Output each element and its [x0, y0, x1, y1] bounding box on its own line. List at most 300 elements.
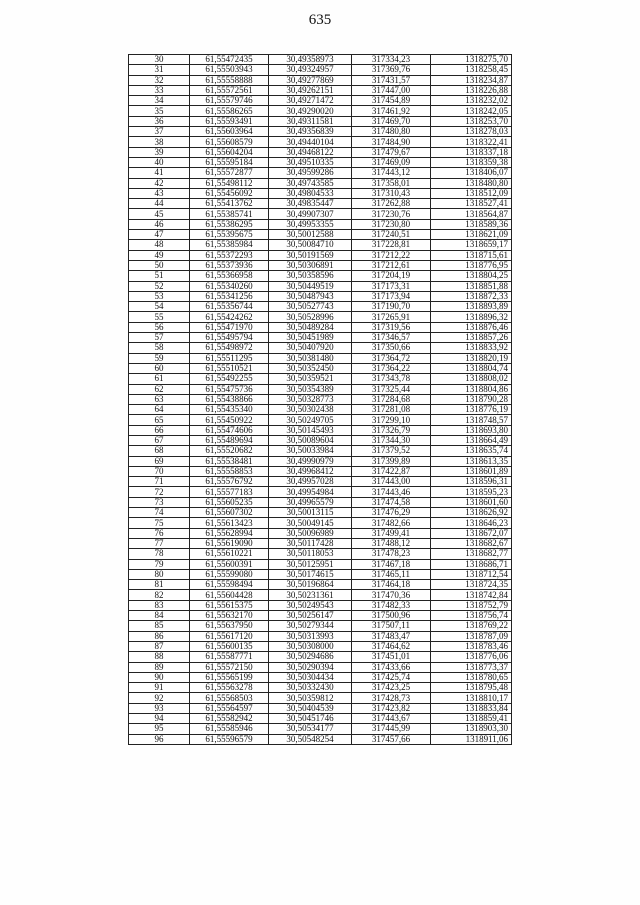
latitude-cell: 61,55605235: [190, 497, 269, 507]
point-number-cell: 86: [129, 631, 190, 641]
x-coordinate-cell: 317465,11: [352, 569, 431, 579]
x-coordinate-cell: 317173,94: [352, 291, 431, 301]
latitude-cell: 61,55413762: [190, 199, 269, 209]
point-number-cell: 89: [129, 662, 190, 672]
latitude-cell: 61,55450922: [190, 415, 269, 425]
point-number-cell: 44: [129, 199, 190, 209]
x-coordinate-cell: 317284,68: [352, 394, 431, 404]
x-coordinate-cell: 317482,33: [352, 600, 431, 610]
y-coordinate-cell: 1318896,32: [431, 312, 512, 322]
table-row: [129, 724, 512, 734]
latitude-cell: 61,55474606: [190, 425, 269, 435]
x-coordinate-cell: 317369,76: [352, 65, 431, 75]
longitude-cell: 30,50332430: [269, 683, 352, 693]
y-coordinate-cell: 1318406,07: [431, 168, 512, 178]
point-number-cell: 92: [129, 693, 190, 703]
table-row: [129, 96, 512, 106]
latitude-cell: 61,55637950: [190, 621, 269, 631]
table-row: [129, 55, 512, 65]
longitude-cell: 30,49835447: [269, 199, 352, 209]
latitude-cell: 61,55586265: [190, 106, 269, 116]
latitude-cell: 61,55615375: [190, 600, 269, 610]
point-number-cell: 87: [129, 641, 190, 651]
longitude-cell: 30,50117428: [269, 538, 352, 548]
table-row: [129, 508, 512, 518]
longitude-cell: 30,50313993: [269, 631, 352, 641]
latitude-cell: 61,55596579: [190, 734, 269, 744]
y-coordinate-cell: 1318911,06: [431, 734, 512, 744]
table-row: [129, 168, 512, 178]
y-coordinate-cell: 1318359,38: [431, 157, 512, 167]
x-coordinate-cell: 317326,79: [352, 425, 431, 435]
point-number-cell: 62: [129, 384, 190, 394]
x-coordinate-cell: 317451,01: [352, 652, 431, 662]
point-number-cell: 33: [129, 85, 190, 95]
longitude-cell: 30,50033984: [269, 446, 352, 456]
point-number-cell: 39: [129, 147, 190, 157]
point-number-cell: 68: [129, 446, 190, 456]
table-row: [129, 260, 512, 270]
longitude-cell: 30,50407920: [269, 343, 352, 353]
longitude-cell: 30,50304434: [269, 672, 352, 682]
longitude-cell: 30,49990979: [269, 456, 352, 466]
longitude-cell: 30,49599286: [269, 168, 352, 178]
table-row: [129, 137, 512, 147]
x-coordinate-cell: 317474,58: [352, 497, 431, 507]
latitude-cell: 61,55424262: [190, 312, 269, 322]
y-coordinate-cell: 1318480,80: [431, 178, 512, 188]
table-row: [129, 425, 512, 435]
longitude-cell: 30,49356839: [269, 127, 352, 137]
x-coordinate-cell: 317240,51: [352, 230, 431, 240]
point-number-cell: 69: [129, 456, 190, 466]
table-row: [129, 230, 512, 240]
longitude-cell: 30,50358596: [269, 271, 352, 281]
longitude-cell: 30,50294686: [269, 652, 352, 662]
x-coordinate-cell: 317423,82: [352, 703, 431, 713]
table-row: [129, 394, 512, 404]
table-row: [129, 446, 512, 456]
y-coordinate-cell: 1318613,35: [431, 456, 512, 466]
table-row: [129, 477, 512, 487]
latitude-cell: 61,55587771: [190, 652, 269, 662]
table-row: [129, 384, 512, 394]
y-coordinate-cell: 1318756,74: [431, 611, 512, 621]
point-number-cell: 46: [129, 219, 190, 229]
y-coordinate-cell: 1318621,09: [431, 230, 512, 240]
latitude-cell: 61,55613423: [190, 518, 269, 528]
x-coordinate-cell: 317507,11: [352, 621, 431, 631]
point-number-cell: 66: [129, 425, 190, 435]
table-row: [129, 466, 512, 476]
point-number-cell: 74: [129, 508, 190, 518]
point-number-cell: 77: [129, 538, 190, 548]
x-coordinate-cell: 317230,80: [352, 219, 431, 229]
x-coordinate-cell: 317265,91: [352, 312, 431, 322]
point-number-cell: 85: [129, 621, 190, 631]
y-coordinate-cell: 1318596,31: [431, 477, 512, 487]
y-coordinate-cell: 1318769,22: [431, 621, 512, 631]
longitude-cell: 30,50249705: [269, 415, 352, 425]
x-coordinate-cell: 317464,62: [352, 641, 431, 651]
table-row: [129, 240, 512, 250]
table-row: [129, 281, 512, 291]
x-coordinate-cell: 317469,70: [352, 116, 431, 126]
y-coordinate-cell: 1318773,37: [431, 662, 512, 672]
point-number-cell: 55: [129, 312, 190, 322]
x-coordinate-cell: 317443,00: [352, 477, 431, 487]
longitude-cell: 30,49440104: [269, 137, 352, 147]
point-number-cell: 67: [129, 435, 190, 445]
y-coordinate-cell: 1318804,74: [431, 363, 512, 373]
table-row: [129, 106, 512, 116]
x-coordinate-cell: 317190,70: [352, 302, 431, 312]
x-coordinate-cell: 317350,66: [352, 343, 431, 353]
longitude-cell: 30,49804533: [269, 188, 352, 198]
x-coordinate-cell: 317212,61: [352, 260, 431, 270]
latitude-cell: 61,55577183: [190, 487, 269, 497]
table-row: [129, 127, 512, 137]
y-coordinate-cell: 1318776,95: [431, 260, 512, 270]
latitude-cell: 61,55395675: [190, 230, 269, 240]
longitude-cell: 30,50231361: [269, 590, 352, 600]
x-coordinate-cell: 317428,73: [352, 693, 431, 703]
latitude-cell: 61,55572877: [190, 168, 269, 178]
point-number-cell: 60: [129, 363, 190, 373]
table-row: [129, 374, 512, 384]
x-coordinate-cell: 317467,18: [352, 559, 431, 569]
latitude-cell: 61,55356744: [190, 302, 269, 312]
latitude-cell: 61,55600135: [190, 641, 269, 651]
x-coordinate-cell: 317482,66: [352, 518, 431, 528]
longitude-cell: 30,50449519: [269, 281, 352, 291]
latitude-cell: 61,55472435: [190, 55, 269, 65]
x-coordinate-cell: 317423,25: [352, 683, 431, 693]
table-row: [129, 672, 512, 682]
x-coordinate-cell: 317212,22: [352, 250, 431, 260]
y-coordinate-cell: 1318808,02: [431, 374, 512, 384]
y-coordinate-cell: 1318253,70: [431, 116, 512, 126]
point-number-cell: 94: [129, 714, 190, 724]
y-coordinate-cell: 1318851,88: [431, 281, 512, 291]
latitude-cell: 61,55603964: [190, 127, 269, 137]
longitude-cell: 30,49277869: [269, 75, 352, 85]
x-coordinate-cell: 317422,87: [352, 466, 431, 476]
point-number-cell: 75: [129, 518, 190, 528]
latitude-cell: 61,55558853: [190, 466, 269, 476]
y-coordinate-cell: 1318595,23: [431, 487, 512, 497]
longitude-cell: 30,50196864: [269, 580, 352, 590]
table-row: [129, 188, 512, 198]
y-coordinate-cell: 1318601,60: [431, 497, 512, 507]
y-coordinate-cell: 1318903,30: [431, 724, 512, 734]
point-number-cell: 76: [129, 528, 190, 538]
table-row: [129, 199, 512, 209]
y-coordinate-cell: 1318780,65: [431, 672, 512, 682]
table-row: [129, 157, 512, 167]
y-coordinate-cell: 1318833,92: [431, 343, 512, 353]
x-coordinate-cell: 317425,74: [352, 672, 431, 682]
longitude-cell: 30,50489284: [269, 322, 352, 332]
longitude-cell: 30,50096989: [269, 528, 352, 538]
latitude-cell: 61,55632170: [190, 611, 269, 621]
longitude-cell: 30,50279344: [269, 621, 352, 631]
table-row: [129, 312, 512, 322]
x-coordinate-cell: 317500,96: [352, 611, 431, 621]
y-coordinate-cell: 1318659,17: [431, 240, 512, 250]
longitude-cell: 30,50049145: [269, 518, 352, 528]
longitude-cell: 30,49743585: [269, 178, 352, 188]
longitude-cell: 30,50451989: [269, 333, 352, 343]
point-number-cell: 88: [129, 652, 190, 662]
x-coordinate-cell: 317499,41: [352, 528, 431, 538]
table-row: [129, 415, 512, 425]
y-coordinate-cell: 1318833,84: [431, 703, 512, 713]
latitude-cell: 61,55563278: [190, 683, 269, 693]
y-coordinate-cell: 1318234,87: [431, 75, 512, 85]
x-coordinate-cell: 317480,80: [352, 127, 431, 137]
table-row: [129, 322, 512, 332]
point-number-cell: 65: [129, 415, 190, 425]
longitude-cell: 30,50013115: [269, 508, 352, 518]
table-row: [129, 600, 512, 610]
point-number-cell: 82: [129, 590, 190, 600]
y-coordinate-cell: 1318278,03: [431, 127, 512, 137]
table-row: [129, 590, 512, 600]
point-number-cell: 48: [129, 240, 190, 250]
x-coordinate-cell: 317443,46: [352, 487, 431, 497]
point-number-cell: 93: [129, 703, 190, 713]
point-number-cell: 43: [129, 188, 190, 198]
table-row: [129, 178, 512, 188]
latitude-cell: 61,55598494: [190, 580, 269, 590]
point-number-cell: 41: [129, 168, 190, 178]
longitude-cell: 30,49271472: [269, 96, 352, 106]
longitude-cell: 30,50487943: [269, 291, 352, 301]
point-number-cell: 57: [129, 333, 190, 343]
point-number-cell: 79: [129, 559, 190, 569]
table-row: [129, 271, 512, 281]
latitude-cell: 61,55520682: [190, 446, 269, 456]
x-coordinate-cell: 317464,18: [352, 580, 431, 590]
point-number-cell: 61: [129, 374, 190, 384]
x-coordinate-cell: 317454,89: [352, 96, 431, 106]
x-coordinate-cell: 317476,29: [352, 508, 431, 518]
latitude-cell: 61,55489694: [190, 435, 269, 445]
y-coordinate-cell: 1318820,19: [431, 353, 512, 363]
x-coordinate-cell: 317281,08: [352, 405, 431, 415]
point-number-cell: 50: [129, 260, 190, 270]
x-coordinate-cell: 317358,01: [352, 178, 431, 188]
y-coordinate-cell: 1318872,33: [431, 291, 512, 301]
point-number-cell: 91: [129, 683, 190, 693]
table-row: [129, 652, 512, 662]
longitude-cell: 30,49311581: [269, 116, 352, 126]
y-coordinate-cell: 1318322,41: [431, 137, 512, 147]
longitude-cell: 30,49324957: [269, 65, 352, 75]
longitude-cell: 30,50290394: [269, 662, 352, 672]
table-row: [129, 621, 512, 631]
y-coordinate-cell: 1318790,28: [431, 394, 512, 404]
y-coordinate-cell: 1318512,09: [431, 188, 512, 198]
y-coordinate-cell: 1318626,92: [431, 508, 512, 518]
table-row: [129, 559, 512, 569]
y-coordinate-cell: 1318682,77: [431, 549, 512, 559]
longitude-cell: 30,50328773: [269, 394, 352, 404]
x-coordinate-cell: 317228,81: [352, 240, 431, 250]
latitude-cell: 61,55503943: [190, 65, 269, 75]
x-coordinate-cell: 317399,89: [352, 456, 431, 466]
point-number-cell: 81: [129, 580, 190, 590]
x-coordinate-cell: 317484,90: [352, 137, 431, 147]
point-number-cell: 80: [129, 569, 190, 579]
latitude-cell: 61,55565199: [190, 672, 269, 682]
latitude-cell: 61,55456092: [190, 188, 269, 198]
point-number-cell: 70: [129, 466, 190, 476]
latitude-cell: 61,55585946: [190, 724, 269, 734]
point-number-cell: 96: [129, 734, 190, 744]
table-row: [129, 580, 512, 590]
y-coordinate-cell: 1318857,26: [431, 333, 512, 343]
y-coordinate-cell: 1318258,45: [431, 65, 512, 75]
x-coordinate-cell: 317344,30: [352, 435, 431, 445]
latitude-cell: 61,55593491: [190, 116, 269, 126]
latitude-cell: 61,55600391: [190, 559, 269, 569]
x-coordinate-cell: 317469,09: [352, 157, 431, 167]
longitude-cell: 30,50125951: [269, 559, 352, 569]
longitude-cell: 30,49957028: [269, 477, 352, 487]
point-number-cell: 36: [129, 116, 190, 126]
longitude-cell: 30,49468122: [269, 147, 352, 157]
longitude-cell: 30,49968412: [269, 466, 352, 476]
longitude-cell: 30,50012588: [269, 230, 352, 240]
y-coordinate-cell: 1318724,35: [431, 580, 512, 590]
y-coordinate-cell: 1318810,17: [431, 693, 512, 703]
latitude-cell: 61,55471970: [190, 322, 269, 332]
point-number-cell: 95: [129, 724, 190, 734]
y-coordinate-cell: 1318783,46: [431, 641, 512, 651]
latitude-cell: 61,55608579: [190, 137, 269, 147]
y-coordinate-cell: 1318776,06: [431, 652, 512, 662]
point-number-cell: 49: [129, 250, 190, 260]
longitude-cell: 30,50084710: [269, 240, 352, 250]
table-row: [129, 549, 512, 559]
x-coordinate-cell: 317433,66: [352, 662, 431, 672]
point-number-cell: 31: [129, 65, 190, 75]
table-row: [129, 353, 512, 363]
latitude-cell: 61,55558888: [190, 75, 269, 85]
longitude-cell: 30,49953355: [269, 219, 352, 229]
y-coordinate-cell: 1318226,88: [431, 85, 512, 95]
table-row: [129, 714, 512, 724]
x-coordinate-cell: 317364,72: [352, 353, 431, 363]
y-coordinate-cell: 1318242,05: [431, 106, 512, 116]
table-row: [129, 75, 512, 85]
y-coordinate-cell: 1318646,23: [431, 518, 512, 528]
point-number-cell: 54: [129, 302, 190, 312]
table-row: [129, 147, 512, 157]
table-row: [129, 343, 512, 353]
x-coordinate-cell: 317334,23: [352, 55, 431, 65]
longitude-cell: 30,50528996: [269, 312, 352, 322]
point-number-cell: 78: [129, 549, 190, 559]
latitude-cell: 61,55582942: [190, 714, 269, 724]
latitude-cell: 61,55341256: [190, 291, 269, 301]
y-coordinate-cell: 1318795,48: [431, 683, 512, 693]
x-coordinate-cell: 317483,47: [352, 631, 431, 641]
y-coordinate-cell: 1318337,18: [431, 147, 512, 157]
point-number-cell: 72: [129, 487, 190, 497]
latitude-cell: 61,55438866: [190, 394, 269, 404]
latitude-cell: 61,55435340: [190, 405, 269, 415]
x-coordinate-cell: 317445,99: [352, 724, 431, 734]
table-row: [129, 528, 512, 538]
x-coordinate-cell: 317488,12: [352, 538, 431, 548]
longitude-cell: 30,50191569: [269, 250, 352, 260]
latitude-cell: 61,55617120: [190, 631, 269, 641]
longitude-cell: 30,50534177: [269, 724, 352, 734]
longitude-cell: 30,50089604: [269, 435, 352, 445]
x-coordinate-cell: 317470,36: [352, 590, 431, 600]
y-coordinate-cell: 1318804,86: [431, 384, 512, 394]
x-coordinate-cell: 317343,78: [352, 374, 431, 384]
longitude-cell: 30,50359812: [269, 693, 352, 703]
longitude-cell: 30,50249543: [269, 600, 352, 610]
y-coordinate-cell: 1318275,70: [431, 55, 512, 65]
y-coordinate-cell: 1318693,80: [431, 425, 512, 435]
latitude-cell: 61,55599080: [190, 569, 269, 579]
latitude-cell: 61,55604428: [190, 590, 269, 600]
x-coordinate-cell: 317364,22: [352, 363, 431, 373]
longitude-cell: 30,49358973: [269, 55, 352, 65]
latitude-cell: 61,55607302: [190, 508, 269, 518]
coordinates-table-body: [129, 55, 512, 745]
table-row: [129, 209, 512, 219]
longitude-cell: 30,49954984: [269, 487, 352, 497]
x-coordinate-cell: 317230,76: [352, 209, 431, 219]
latitude-cell: 61,55610221: [190, 549, 269, 559]
longitude-cell: 30,50352450: [269, 363, 352, 373]
point-number-cell: 35: [129, 106, 190, 116]
table-row: [129, 333, 512, 343]
longitude-cell: 30,50548254: [269, 734, 352, 744]
latitude-cell: 61,55628994: [190, 528, 269, 538]
point-number-cell: 51: [129, 271, 190, 281]
point-number-cell: 32: [129, 75, 190, 85]
longitude-cell: 30,50451746: [269, 714, 352, 724]
table-row: [129, 456, 512, 466]
longitude-cell: 30,50381480: [269, 353, 352, 363]
y-coordinate-cell: 1318232,02: [431, 96, 512, 106]
point-number-cell: 40: [129, 157, 190, 167]
x-coordinate-cell: 317443,67: [352, 714, 431, 724]
y-coordinate-cell: 1318859,41: [431, 714, 512, 724]
x-coordinate-cell: 317204,19: [352, 271, 431, 281]
table-row: [129, 116, 512, 126]
table-row: [129, 518, 512, 528]
x-coordinate-cell: 317173,31: [352, 281, 431, 291]
x-coordinate-cell: 317299,10: [352, 415, 431, 425]
table-row: [129, 363, 512, 373]
x-coordinate-cell: 317447,00: [352, 85, 431, 95]
y-coordinate-cell: 1318752,79: [431, 600, 512, 610]
latitude-cell: 61,55579746: [190, 96, 269, 106]
point-number-cell: 30: [129, 55, 190, 65]
table-row: [129, 497, 512, 507]
latitude-cell: 61,55372293: [190, 250, 269, 260]
latitude-cell: 61,55511295: [190, 353, 269, 363]
latitude-cell: 61,55385984: [190, 240, 269, 250]
